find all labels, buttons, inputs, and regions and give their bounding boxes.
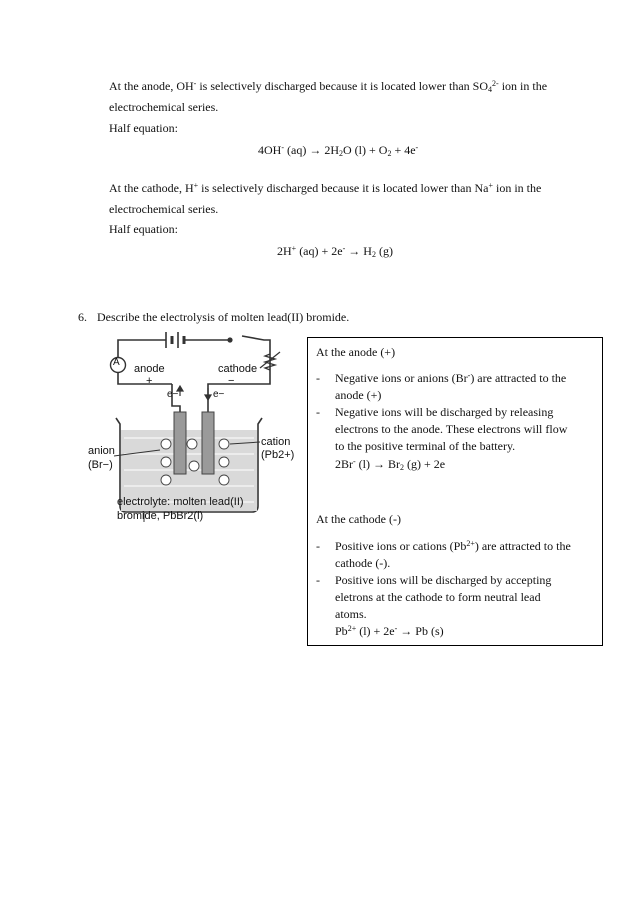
box-cathode-point2-line2: eletrons at the cathode to form neutral lead [335, 590, 541, 604]
anode-half-equation: 4OH- $(aq) \to 2H_2O$ $(l) + O_2 + 4e^-$ [258, 143, 419, 158]
cathode-statement: At the cathode, H+ is selectively discharged because it is located lower than Na+ ion in the [109, 181, 542, 195]
anode-sign: + [146, 375, 153, 387]
electron-label-left: e− [167, 389, 179, 400]
box-cathode-point1-line2: cathode (-). [335, 556, 391, 570]
box-anode-title: At the anode (+) [316, 345, 396, 359]
electrolyte-formula: bromide, PbBr2(l) [117, 510, 204, 522]
cathode-sign: − [228, 375, 235, 387]
box-cathode-point1: Positive ions or cations $(Pb^{2+})$ are attracted to the [335, 539, 571, 553]
box-cathode-equation: $Pb^{2+}$ (l) + 2e- → Pb (s) [335, 624, 444, 638]
box-cathode-point2: Positive ions will be discharged by accepting [335, 573, 552, 587]
cathode-half-equation: 2H+ $(aq) + 2e^- \to H_2$ (g) [277, 244, 393, 259]
cathode-half-equation-label: Half equation: [109, 222, 178, 236]
box-anode-point2: Negative ions will be discharged by releasing [335, 405, 554, 419]
anode-statement-line2: electrochemical series. [109, 100, 219, 114]
box-anode-equation: 2Br- $(l) \to Br_2$ (g) + 2e [335, 457, 446, 472]
anode-label: anode [134, 363, 165, 375]
box-cathode-point2-line3: atoms. [335, 607, 367, 621]
cation-label: cation [261, 436, 291, 448]
box-anode-point1-line2: anode (+) [335, 388, 382, 402]
electron-label-right: e− [213, 389, 225, 400]
bullet: - [316, 371, 320, 385]
question-text: Describe the electrolysis of molten lead(II) bromide. [97, 310, 350, 324]
cathode-statement-line2: electrochemical series. [109, 202, 219, 216]
box-anode-point1: Negative ions or anions (Br-) are attracted to the [335, 371, 567, 385]
anode-half-equation-label: Half equation: [109, 121, 178, 135]
box-anode-point2-line3: to the positive terminal of the battery. [335, 439, 516, 453]
bullet: - [316, 405, 320, 419]
box-anode-point2-line2: electrons to the anode. These electrons will flow [335, 422, 568, 436]
question-number: 6. [78, 310, 87, 324]
electrolyte-label: electrolyte: molten lead(II) [117, 496, 244, 508]
anode-statement: At the anode, OH- is selectively discharged because it is located lower than $SO_4^{2-}$ ion in the [109, 79, 548, 94]
bullet: - [316, 539, 320, 553]
anion-ion-label: (Br−) [88, 459, 113, 471]
anion-label: anion [88, 445, 115, 457]
box-cathode-title: At the cathode (-) [316, 512, 401, 526]
cation-ion-label: (Pb2+) [261, 449, 295, 461]
ammeter-label: A [113, 357, 120, 368]
bullet: - [316, 573, 320, 587]
cathode-label: cathode [218, 363, 258, 375]
